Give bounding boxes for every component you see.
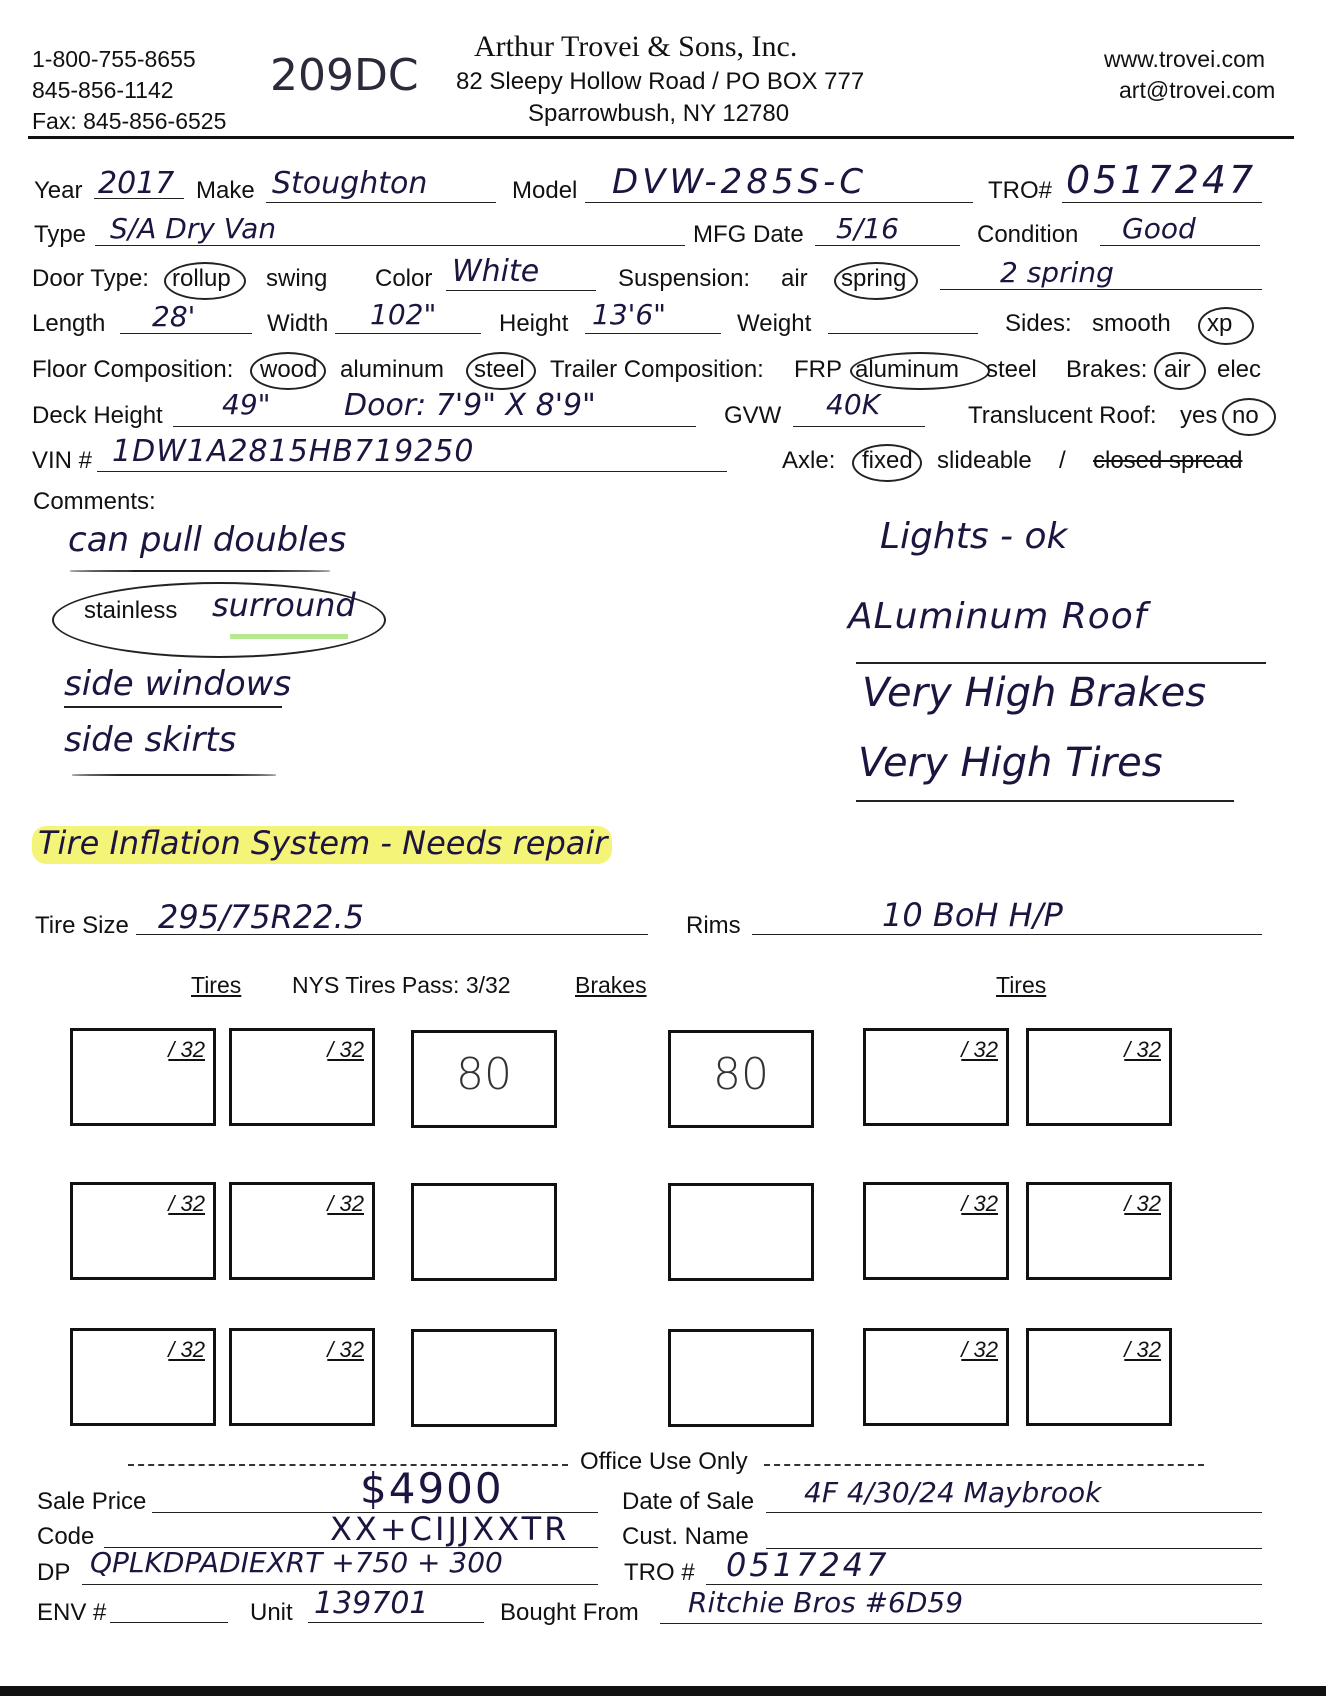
door-swing-option: swing — [266, 265, 328, 292]
comments-label: Comments: — [33, 488, 156, 515]
green-mark — [230, 634, 348, 639]
door-rollup-circle — [164, 262, 246, 300]
office-divider-right — [764, 1464, 1204, 1466]
tire-fraction: / 32 — [1124, 1337, 1161, 1362]
comment-can-pull-doubles: can pull doubles — [68, 520, 347, 560]
rims-label: Rims — [686, 912, 741, 939]
floor-comp-label: Floor Composition: — [32, 356, 234, 383]
weight-label: Weight — [737, 310, 812, 337]
trailer-comp-label: Trailer Composition: — [550, 356, 764, 383]
sale-price-value: $4900 — [360, 1464, 504, 1513]
header-divider — [28, 136, 1294, 139]
tro-value: 0517247 — [1066, 158, 1257, 202]
code-value: XX+CIJJXXTR — [330, 1510, 570, 1548]
company-address-2: Sparrowbush, NY 12780 — [528, 100, 790, 127]
fax-number: Fax: 845-856-6525 — [32, 108, 227, 134]
make-label: Make — [196, 177, 255, 204]
tire-box — [863, 1328, 1009, 1426]
scan-edge — [0, 1686, 1326, 1696]
tro-office-value: 0517247 — [726, 1546, 890, 1584]
door-type-label: Door Type: — [32, 265, 149, 292]
condition-value: Good — [1122, 212, 1196, 245]
trailer-frp-option: FRP — [794, 356, 842, 383]
translucent-roof-label: Translucent Roof: — [968, 402, 1157, 429]
tire-box — [1026, 1028, 1172, 1126]
bought-from-value: Ritchie Bros #6D59 — [688, 1586, 964, 1619]
rims-value: 10 BoH H/P — [882, 896, 1063, 934]
comment-surround: surround — [212, 586, 356, 624]
axle-slash: / — [1059, 447, 1066, 474]
type-label: Type — [34, 221, 87, 248]
translucent-no-option: no — [1232, 402, 1259, 429]
trailer-aluminum-option: aluminum — [855, 356, 960, 383]
tire-box — [863, 1182, 1009, 1280]
phone-1: 1-800-755-8655 — [32, 46, 196, 72]
comment-underline-4 — [856, 662, 1266, 664]
tire-fraction: / 32 — [168, 1337, 205, 1362]
tire-box — [863, 1028, 1009, 1126]
comment-stainless: stainless — [84, 597, 178, 624]
deck-height-label: Deck Height — [32, 402, 163, 429]
brake-box — [411, 1030, 557, 1128]
tire-fraction: / 32 — [1124, 1037, 1161, 1062]
axle-fixed-circle — [852, 444, 922, 482]
suspension-label: Suspension: — [618, 265, 751, 292]
color-label: Color — [375, 265, 433, 292]
tro-office-label: TRO # — [624, 1559, 695, 1586]
condition-label: Condition — [977, 221, 1079, 248]
tire-size-value: 295/75R22.5 — [158, 898, 365, 936]
dp-label: DP — [37, 1559, 71, 1586]
type-value: S/A Dry Van — [110, 212, 277, 245]
tire-box — [229, 1328, 375, 1426]
mfg-date-label: MFG Date — [693, 221, 804, 248]
door-dimensions: Door: 7'9" X 8'9" — [344, 388, 596, 423]
company-name: Arthur Trovei & Sons, Inc. — [474, 30, 798, 63]
brakes-elec-option: elec — [1217, 356, 1262, 383]
tire-box — [1026, 1328, 1172, 1426]
sale-price-label: Sale Price — [37, 1488, 147, 1515]
tire-fraction: / 32 — [327, 1037, 364, 1062]
height-label: Height — [499, 310, 569, 337]
tro-label: TRO# — [988, 177, 1053, 204]
suspension-note: 2 spring — [1000, 256, 1114, 289]
vin-value: 1DW1A2815HB719250 — [112, 434, 475, 469]
comment-underline-3 — [72, 774, 276, 776]
office-use-label: Office Use Only — [580, 1448, 748, 1475]
vin-label: VIN # — [32, 447, 93, 474]
trailer-aluminum-circle — [850, 352, 990, 390]
gvw-value: 40K — [826, 388, 880, 421]
door-rollup-option: rollup — [172, 265, 231, 292]
brake-box — [668, 1030, 814, 1128]
comment-underline-2 — [64, 706, 282, 708]
deck-height-value: 49" — [222, 388, 271, 421]
axle-slideable-option: slideable — [937, 447, 1032, 474]
unit-value: 139701 — [314, 1586, 429, 1621]
unit-label: Unit — [250, 1599, 293, 1626]
tire-box — [70, 1028, 216, 1126]
suspension-spring-circle — [834, 262, 918, 300]
comment-tire-inflation: Tire Inflation System - Needs repair — [38, 824, 608, 862]
tire-fraction: / 32 — [961, 1037, 998, 1062]
sides-xp-circle — [1198, 307, 1254, 345]
tire-fraction: / 32 — [961, 1337, 998, 1362]
brake-box — [411, 1183, 557, 1281]
company-address-1: 82 Sleepy Hollow Road / PO BOX 777 — [456, 68, 865, 95]
floor-steel-circle — [466, 352, 536, 390]
brake-value: 80 — [456, 1049, 512, 1100]
floor-wood-circle — [250, 352, 326, 390]
brake-box — [668, 1329, 814, 1427]
brakes-air-circle — [1154, 352, 1206, 390]
make-value: Stoughton — [272, 166, 428, 201]
tire-fraction: / 32 — [1124, 1191, 1161, 1216]
tire-box — [70, 1328, 216, 1426]
axle-label: Axle: — [782, 447, 836, 474]
length-label: Length — [32, 310, 106, 337]
brake-box — [411, 1329, 557, 1427]
model-label: Model — [512, 177, 578, 204]
tire-fraction: / 32 — [168, 1191, 205, 1216]
tires-left-header: Tires — [191, 972, 242, 998]
comment-aluminum-roof: ALuminum Roof — [848, 596, 1148, 637]
brakes-header: Brakes — [575, 972, 647, 998]
code-label: Code — [37, 1523, 95, 1550]
axle-closed-spread-option: closed spread — [1093, 447, 1243, 474]
date-of-sale-value: 4F 4/30/24 Maybrook — [804, 1476, 1102, 1509]
email: art@trovei.com — [1119, 77, 1276, 103]
sides-xp-option: xp — [1207, 310, 1233, 337]
trailer-steel-option: steel — [986, 356, 1037, 383]
brake-value: 80 — [713, 1049, 769, 1100]
comment-side-skirts: side skirts — [64, 720, 237, 760]
translucent-yes-option: yes — [1180, 402, 1218, 429]
floor-steel-option: steel — [474, 356, 525, 383]
env-label: ENV # — [37, 1599, 107, 1626]
tire-box — [229, 1028, 375, 1126]
tire-box — [70, 1182, 216, 1280]
comment-side-windows: side windows — [64, 664, 292, 704]
axle-fixed-option: fixed — [862, 447, 913, 474]
comment-underline-5 — [856, 800, 1234, 802]
year-label: Year — [34, 177, 83, 204]
tire-box — [1026, 1182, 1172, 1280]
tire-box — [229, 1182, 375, 1280]
stock-code: 209DC — [270, 50, 419, 101]
nys-pass-label: NYS Tires Pass: 3/32 — [292, 972, 511, 998]
brake-box — [668, 1183, 814, 1281]
width-value: 102" — [370, 298, 437, 331]
color-value: White — [452, 254, 540, 289]
tire-fraction: / 32 — [961, 1191, 998, 1216]
floor-wood-option: wood — [260, 356, 318, 383]
suspension-spring-option: spring — [841, 265, 907, 292]
mfg-date-value: 5/16 — [836, 212, 899, 245]
floor-aluminum-option: aluminum — [340, 356, 445, 383]
tire-fraction: / 32 — [168, 1037, 205, 1062]
bought-from-label: Bought From — [500, 1599, 639, 1626]
comment-underline-1 — [70, 570, 330, 572]
cust-name-label: Cust. Name — [622, 1523, 749, 1550]
comment-very-high-brakes: Very High Brakes — [862, 670, 1207, 716]
translucent-no-circle — [1222, 398, 1276, 436]
dp-value: QPLKDPADIEXRT +750 + 300 — [90, 1546, 503, 1579]
website: www.trovei.com — [1104, 46, 1266, 72]
tire-size-label: Tire Size — [35, 912, 129, 939]
tire-fraction: / 32 — [327, 1337, 364, 1362]
date-of-sale-label: Date of Sale — [622, 1488, 755, 1515]
comment-very-high-tires: Very High Tires — [858, 740, 1163, 786]
brakes-label: Brakes: — [1066, 356, 1148, 383]
year-value: 2017 — [98, 166, 175, 201]
length-value: 28' — [152, 300, 196, 333]
suspension-air-option: air — [781, 265, 808, 292]
height-value: 13'6" — [592, 298, 667, 331]
comment-lights-ok: Lights - ok — [880, 516, 1068, 557]
sides-smooth-option: smooth — [1092, 310, 1171, 337]
sides-label: Sides: — [1005, 310, 1072, 337]
model-value: DVW-285S-C — [612, 162, 868, 202]
phone-2: 845-856-1142 — [32, 77, 174, 103]
tires-right-header: Tires — [996, 972, 1047, 998]
gvw-label: GVW — [724, 402, 782, 429]
tire-fraction: / 32 — [327, 1191, 364, 1216]
width-label: Width — [267, 310, 329, 337]
brakes-air-option: air — [1164, 356, 1191, 383]
